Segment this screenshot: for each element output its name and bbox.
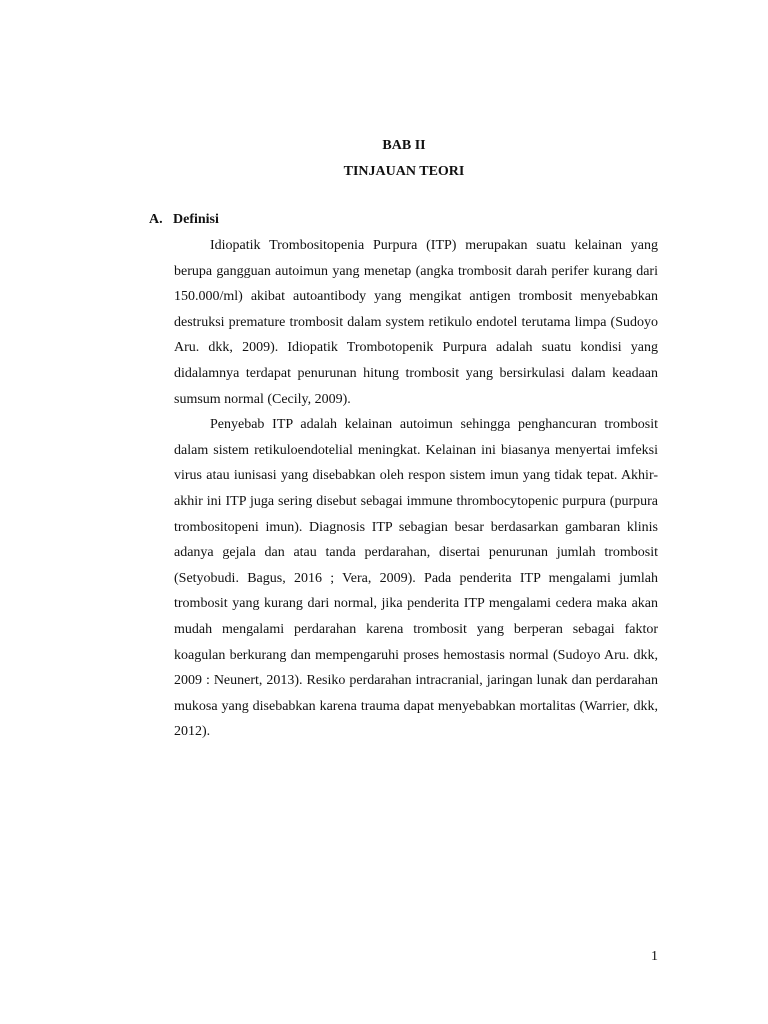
section-letter: A. bbox=[149, 212, 163, 227]
section-title: Definisi bbox=[173, 212, 219, 227]
page-number: 1 bbox=[651, 949, 658, 964]
section-heading bbox=[149, 211, 219, 229]
paragraph: Idiopatik Trombositopenia Purpura (ITP) merupakan suatu kelainan yang berupa gangguan autoimun yang menetap (angka trombosit darah perifer kurang dari 150.000/ml) akibat autoantibody yang mengikat antigen trombosit menyebabkan destruksi premature trombosit dalam system retikulo endotel terutama limpa (Sudoyo Aru. dkk, 2009). Idiopatik Trombotopenik Purpura adalah suatu kondisi yang didalamnya terdapat penurunan hitung trombosit yang bersirkulasi dalam keadaan sumsum normal (Cecily, 2009). bbox=[174, 238, 658, 407]
paragraph: Penyebab ITP adalah kelainan autoimun sehingga penghancuran trombosit dalam sistem retikuloendotelial meningkat. Kelainan ini biasanya menyertai imfeksi virus atau iunisasi yang disebabkan oleh respon sistem imun yang tidak tepat. Akhir-akhir ini ITP juga sering disebut sebagai immune thrombocytopenic purpura (purpura trombositopeni imun). Diagnosis ITP sebagian besar berdasarkan gambaran klinis adanya gejala dan atau tanda perdarahan, disertai penurunan jumlah trombosit (Setyobudi. Bagus, 2016 ; Vera, 2009). Pada penderita ITP mengalami jumlah trombosit yang kurang dari normal, jika penderita ITP mengalami cedera maka akan mudah mengalami perdarahan karena trombosit yang berperan sebagai faktor koagulan berkurang dan mempengaruhi proses hemostasis normal (Sudoyo Aru. dkk, 2009 : Neunert, 2013). Resiko perdarahan intracranial, jaringan lunak dan perdarahan mukosa yang disebabkan karena trauma dapat menyebabkan mortalitas (Warrier, dkk, 2012). bbox=[174, 417, 658, 740]
section-body bbox=[174, 233, 658, 745]
chapter-title: TINJAUAN TEORI bbox=[343, 164, 465, 179]
chapter-number: BAB II bbox=[382, 138, 426, 153]
